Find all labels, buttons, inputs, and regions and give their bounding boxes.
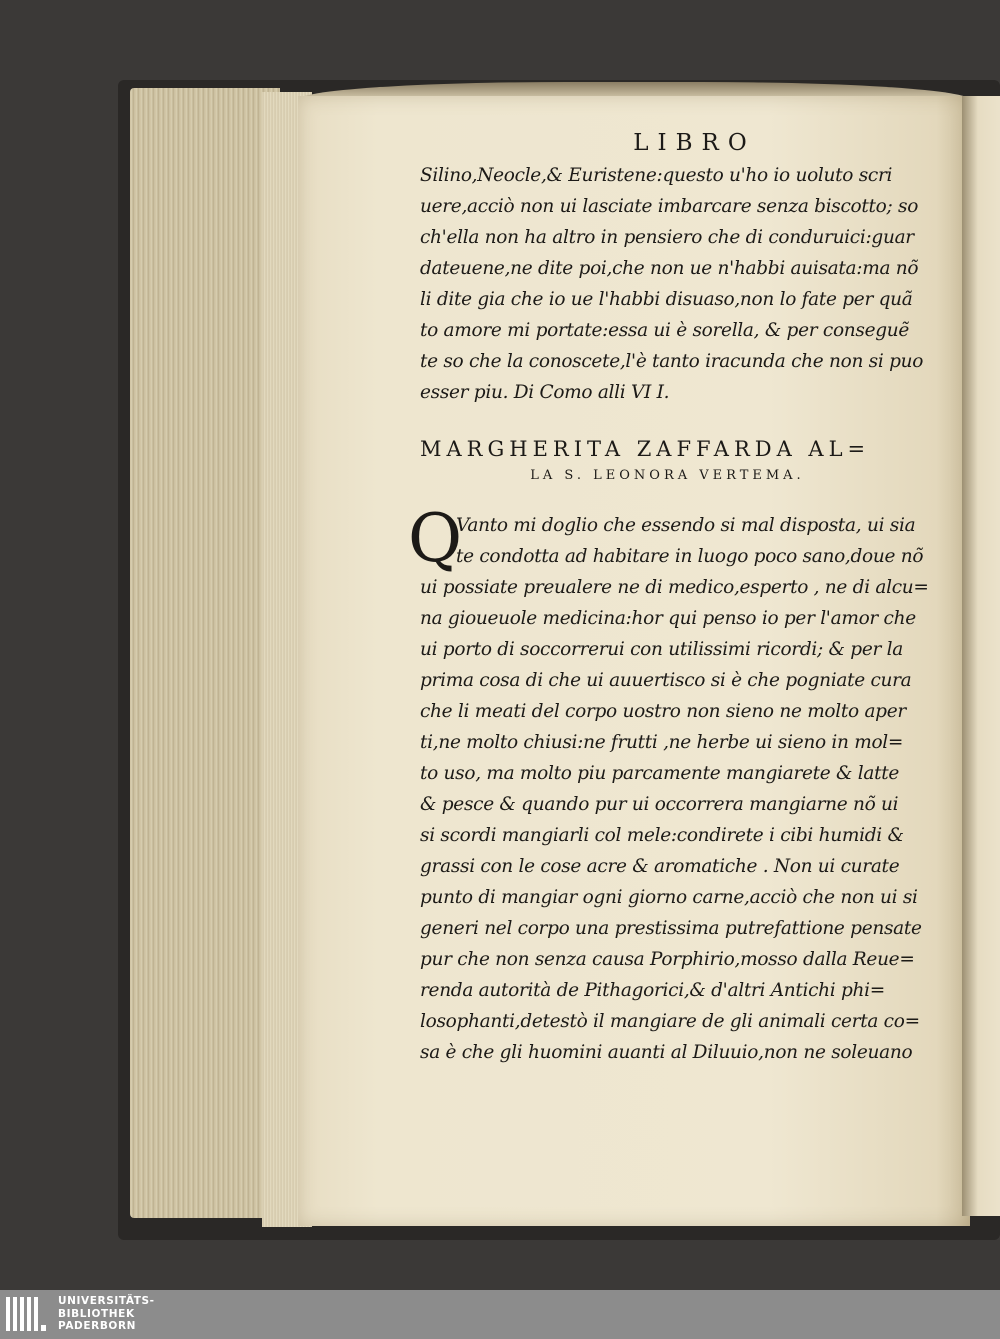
text-line: te so che la conoscete,l'è tanto iracunda che non si puo [420,351,924,372]
text-line: prima cosa di che ui auuertisco si è che pogniate cura [420,670,912,691]
text-line: generi nel corpo una prestissima putrefattione pensate [420,918,922,939]
book-fore-edge [130,88,280,1218]
letter-body [408,500,945,1068]
text-line: ui possiate preualere ne di medico,esperto , ne di alcu= [420,577,929,598]
running-head: LIBRO [633,130,756,156]
text-line: & pesce & quando pur ui occorrera mangiarne nõ ui [420,794,899,815]
library-name-line: PADERBORN [58,1320,137,1332]
text-line: uere,acciò non ui lasciate imbarcare senza biscotto; so [420,196,919,217]
text-line: na gioueuole medicina:hor qui penso io per l'amor che [420,608,916,629]
text-line: grassi con le cose acre & aromatiche . Non ui curate [420,856,900,877]
text-line: li dite gia che io ue l'habbi disuaso,non lo fate per quã [420,289,913,310]
library-columns-logo-icon [4,1295,48,1335]
text-line: dateuene,ne dite poi,che non ue n'habbi auisata:ma nõ [420,258,919,279]
text-line: to uso, ma molto piu parcamente mangiarete & latte [420,763,900,784]
text-line: te condotta ad habitare in luogo poco sano,doue nõ [456,546,924,567]
text-line: punto di mangiar ogni giorno carne,acciò che non ui si [420,887,918,908]
facing-page-edge [962,96,1000,1216]
text-line: renda autorità de Pithagorici,& d'altri Antichi phi= [420,980,885,1001]
library-name-line: UNIVERSITÄTS- [58,1295,155,1307]
text-line: Vanto mi doglio che essendo si mal disposta, ui sia [456,515,916,536]
text-line: to amore mi portate:essa ui è sorella, & per conseguẽ [420,320,910,341]
text-line: si scordi mangiarli col mele:condirete i cibi humidi & [420,825,904,846]
text-line: pur che non senza causa Porphirio,mosso dalla Reue= [420,949,915,970]
text-line: ch'ella non ha altro in pensiero che di conduruici:guar [420,227,914,248]
text-line: losophanti,detestò il mangiare de gli animali certa co= [420,1011,920,1032]
library-name-line: BIBLIOTHEK [58,1307,135,1320]
text-line: ti,ne molto chiusi:ne frutti ,ne herbe ui sieno in mol= [420,732,904,753]
continued-letter [420,160,945,408]
letter-recipient: LA S. LEONORA VERTEMA. [530,468,805,483]
text-line: che li meati del corpo uostro non sieno ne molto aper [420,701,906,722]
page-text-block [408,130,945,1068]
text-line: Silino,Neocle,& Euristene:questo u'ho io uoluto scri [420,165,893,186]
text-line: sa è che gli huomini auanti al Diluuio,non ne soleuano [420,1042,913,1063]
text-line: esser piu. Di Como alli VI I. [420,382,670,403]
library-name [58,1295,155,1333]
footer-bar [0,1290,1000,1339]
drop-cap: Q [408,500,463,577]
letter-heading: MARGHERITA ZAFFARDA AL= [420,437,871,461]
text-line: ui porto di soccorrerui con utilissimi ricordi; & per la [420,639,903,660]
